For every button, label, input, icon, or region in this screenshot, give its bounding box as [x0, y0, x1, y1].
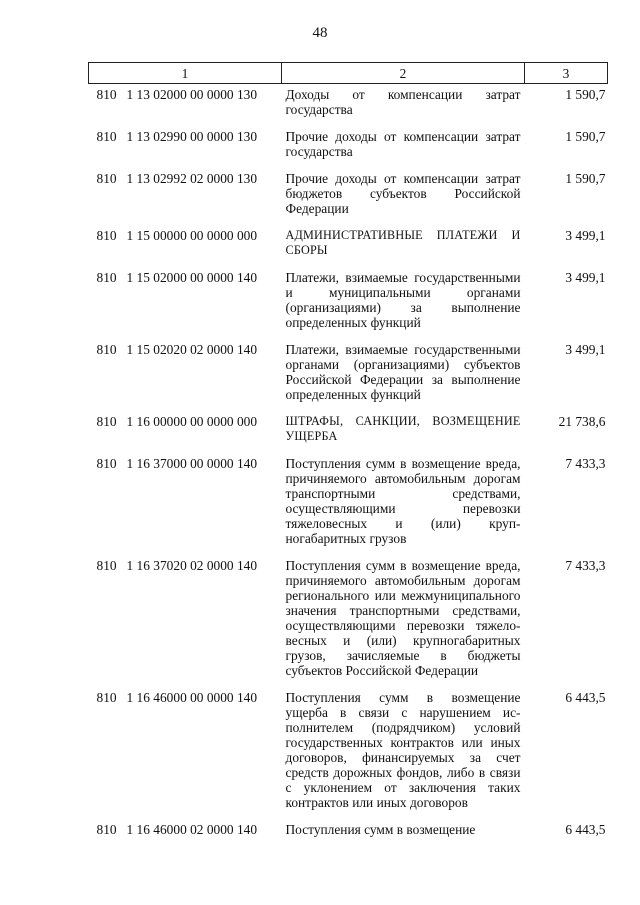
budget-code-cell: [89, 822, 282, 849]
amount-cell: 3 499,1: [565, 270, 606, 285]
administrator-code: 810: [96, 414, 117, 429]
revenue-name-cell: Прочие доходы от компенсации затрат бюджетов субъектов Российской Федерации: [285, 171, 521, 216]
table-row: [89, 270, 608, 342]
amount-cell: 1 590,7: [565, 87, 606, 102]
table-header: [89, 63, 608, 84]
amount-cell: 1 590,7: [565, 171, 606, 186]
header-row: [89, 63, 608, 84]
classification-code: 1 15 02000 00 0000 140: [126, 270, 258, 285]
table-row: [89, 822, 608, 849]
table-row: [89, 690, 608, 822]
amount-cell: 6 443,5: [565, 822, 606, 837]
budget-revenue-table: [88, 62, 608, 849]
budget-code-cell: [89, 171, 282, 228]
classification-code: 1 16 00000 00 0000 000: [126, 414, 258, 429]
revenue-name-cell: Платежи, взимаемые государственными органами (организациями) субъектов Российской Федерации за выполнение определенных функций: [285, 342, 521, 402]
amount-cell: 1 590,7: [565, 129, 606, 144]
revenue-name-cell: Поступления сумм в возмещение: [285, 822, 476, 837]
budget-code-cell: [89, 270, 282, 342]
budget-code-cell: [89, 558, 282, 690]
column-header-amount: 3: [525, 63, 608, 84]
revenue-name-cell: ШТРАФЫ, САНКЦИИ, ВОЗМЕЩЕНИЕ УЩЕРБА: [285, 414, 521, 443]
classification-code: 1 16 46000 00 0000 140: [126, 690, 258, 705]
budget-code-cell: [89, 84, 282, 130]
table-row: [89, 228, 608, 270]
budget-code-cell: [89, 456, 282, 558]
revenue-name-cell: Поступления сумм в возмещение вреда, причиняемого автомобильным дорогам регионального или межмуниципального значения транспортными средствами, осуществляющими перевозки тяжеловесных и (или) крупногабаритных грузов, зачисляемые в бюджеты субъектов Российской Федерации: [285, 558, 521, 678]
classification-code: 1 15 02020 02 0000 140: [126, 342, 258, 357]
table-body: [89, 84, 608, 850]
table-row: [89, 342, 608, 414]
revenue-name-cell: Поступления сумм в возмещение ущерба в связи с нарушением исполнителем (подрядчиком) условий государственных контрактов или иных договоров, финансируемых за счет средств дорожных фондов, либо в связи с уклонением от заключения таких контрактов или иных договоров: [285, 690, 521, 810]
budget-code-cell: [89, 414, 282, 456]
revenue-name-cell: Поступления сумм в возмещение вреда, причиняемого автомобильным дорогам транспортными средствами, осуществляющими перевозки тяжеловесных и (или) крупногабаритных грузов: [285, 456, 521, 546]
page-number: 48: [312, 25, 328, 41]
budget-code-cell: [89, 690, 282, 822]
table-row: [89, 171, 608, 228]
column-header-name: 2: [282, 63, 525, 84]
classification-code: 1 15 00000 00 0000 000: [126, 228, 258, 243]
administrator-code: 810: [96, 270, 117, 285]
amount-cell: 3 499,1: [565, 342, 606, 357]
budget-code-cell: [89, 342, 282, 414]
classification-code: 1 16 37020 02 0000 140: [126, 558, 258, 573]
administrator-code: 810: [96, 822, 117, 837]
administrator-code: 810: [96, 456, 117, 471]
amount-cell: 7 433,3: [565, 558, 606, 573]
amount-cell: 7 433,3: [565, 456, 606, 471]
administrator-code: 810: [96, 129, 117, 144]
revenue-name-cell: Платежи, взимаемые государственными и муниципальными органами (организациями) за выполнение определенных функций: [285, 270, 521, 330]
administrator-code: 810: [96, 87, 117, 102]
table-row: [89, 129, 608, 171]
administrator-code: 810: [96, 228, 117, 243]
administrator-code: 810: [96, 342, 117, 357]
revenue-name-cell: Прочие доходы от компенсации затрат государства: [285, 129, 521, 159]
amount-cell: 21 738,6: [558, 414, 606, 429]
budget-code-cell: [89, 228, 282, 270]
amount-cell: 6 443,5: [565, 690, 606, 705]
classification-code: 1 13 02000 00 0000 130: [126, 87, 258, 102]
amount-cell: 3 499,1: [565, 228, 606, 243]
classification-code: 1 13 02990 00 0000 130: [126, 129, 258, 144]
column-header-code: 1: [89, 63, 282, 84]
classification-code: 1 16 37000 00 0000 140: [126, 456, 258, 471]
table-row: [89, 414, 608, 456]
administrator-code: 810: [96, 171, 117, 186]
classification-code: 1 13 02992 02 0000 130: [126, 171, 258, 186]
revenue-name-cell: АДМИНИСТРАТИВНЫЕ ПЛАТЕЖИ И СБОРЫ: [285, 228, 521, 257]
table-row: [89, 456, 608, 558]
revenue-name-cell: Доходы от компенсации затрат государства: [285, 87, 521, 117]
table-row: [89, 84, 608, 130]
budget-code-cell: [89, 129, 282, 171]
classification-code: 1 16 46000 02 0000 140: [126, 822, 258, 837]
administrator-code: 810: [96, 558, 117, 573]
table-row: [89, 558, 608, 690]
administrator-code: 810: [96, 690, 117, 705]
